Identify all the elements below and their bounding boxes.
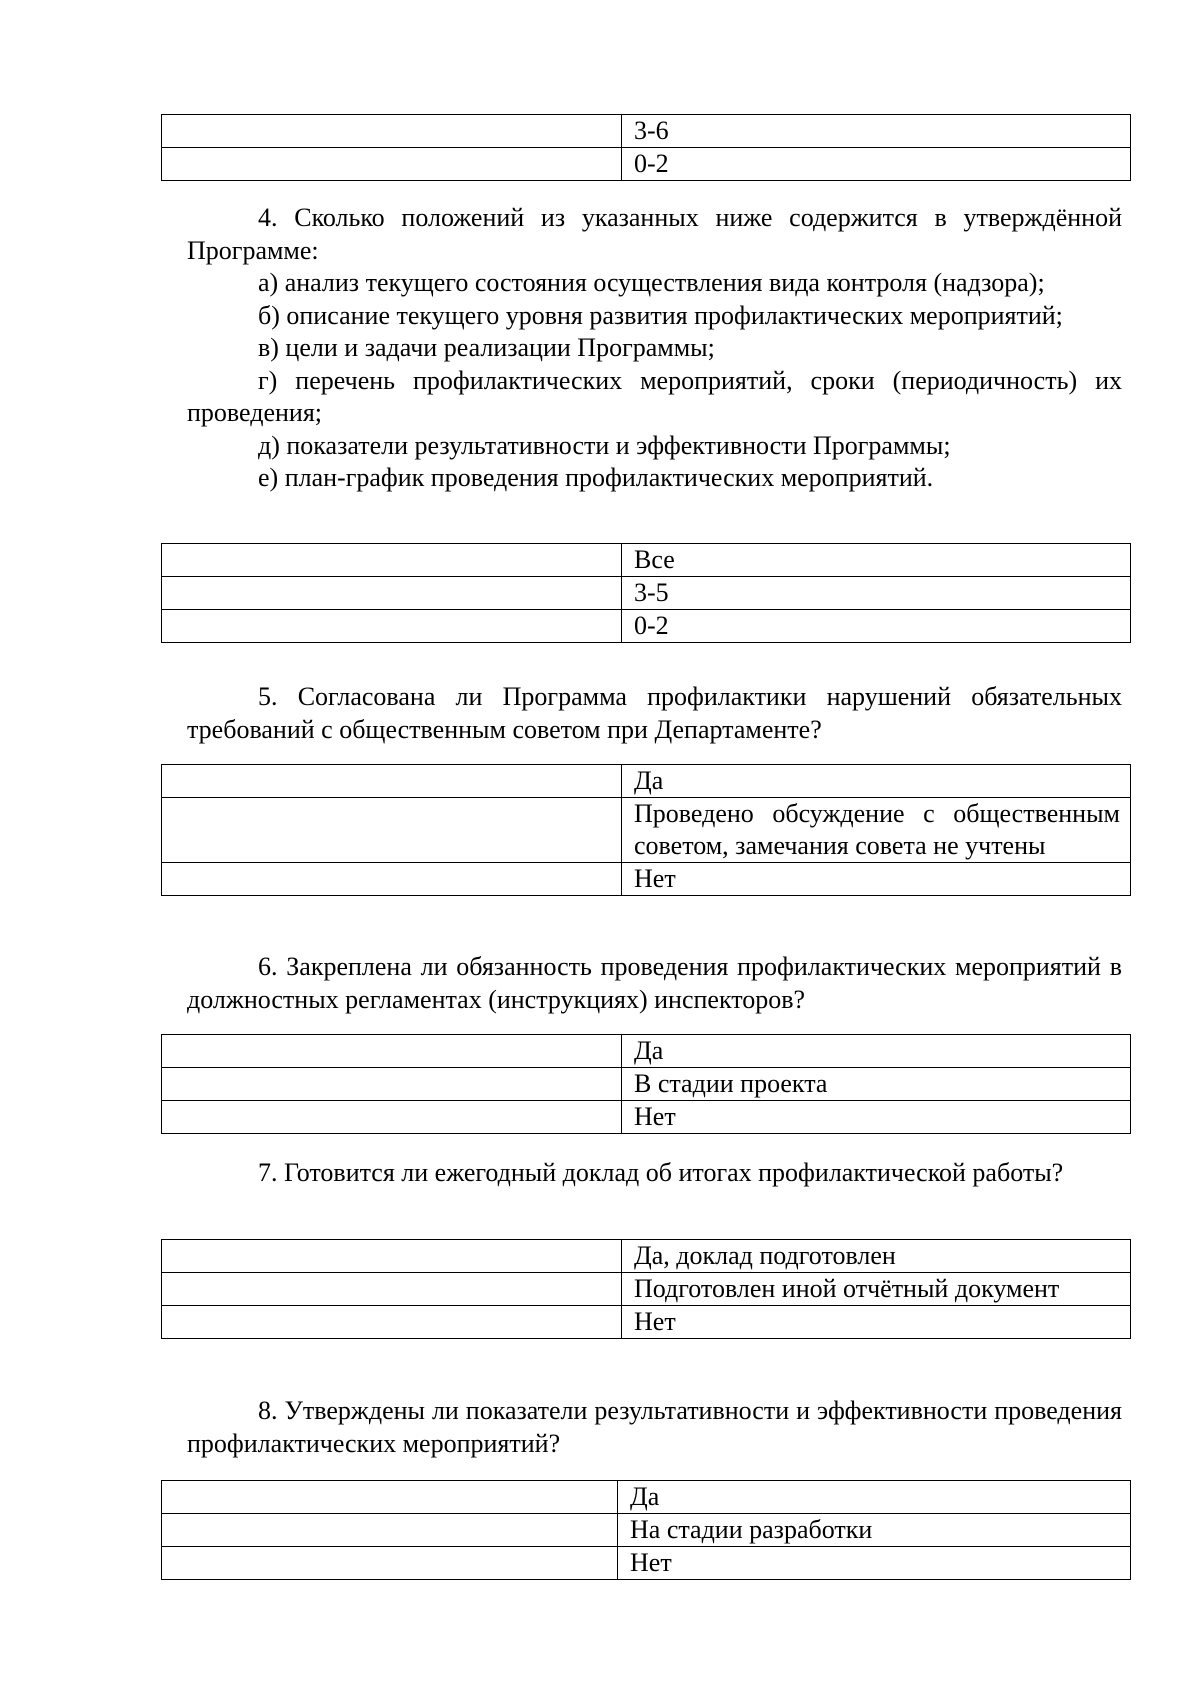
option-cell: 0-2 bbox=[622, 148, 1131, 181]
answer-table-q6 bbox=[161, 1034, 1131, 1134]
table-row bbox=[162, 148, 1131, 181]
question-7 bbox=[187, 1157, 1122, 1190]
question-text-line: 4. Сколько положений из указанных ниже содержится в утверждённой bbox=[258, 203, 1122, 232]
option-cell: Да bbox=[622, 1035, 1131, 1068]
option-cell: 3-5 bbox=[622, 577, 1131, 610]
score-cell bbox=[162, 863, 622, 896]
score-cell bbox=[162, 765, 622, 798]
score-cell bbox=[162, 1068, 622, 1101]
question-text: 8. Утверждены ли показатели результативности и эффективности проведения профилактических мероприятий? bbox=[187, 1396, 1122, 1458]
table-row bbox=[162, 1273, 1131, 1306]
question-5 bbox=[187, 681, 1122, 746]
table-row bbox=[162, 1514, 1131, 1547]
question-text: 6. Закреплена ли обязанность проведения профилактических мероприятий в должностных регламентах (инструкциях) инспекторов? bbox=[187, 952, 1122, 1014]
table-row bbox=[162, 1306, 1131, 1339]
option-cell: На стадии разработки bbox=[618, 1514, 1131, 1547]
option-cell: Нет bbox=[622, 863, 1131, 896]
table-row bbox=[162, 863, 1131, 896]
table-row bbox=[162, 577, 1131, 610]
score-cell bbox=[162, 1101, 622, 1134]
question-4 bbox=[187, 202, 1122, 495]
answer-table-q7 bbox=[161, 1239, 1131, 1339]
question-text: 5. Согласована ли Программа профилактики нарушений обязательных требований с общественным советом при Департаменте? bbox=[187, 682, 1122, 744]
table-row bbox=[162, 1481, 1131, 1514]
table-row bbox=[162, 1240, 1131, 1273]
score-cell bbox=[162, 1240, 622, 1273]
list-item: г) перечень профилактических мероприятий, сроки (периодичность) их проведения; bbox=[187, 365, 1122, 427]
option-cell: Все bbox=[622, 544, 1131, 577]
score-cell bbox=[162, 1547, 618, 1580]
option-cell: Да, доклад подготовлен bbox=[622, 1240, 1131, 1273]
table-row bbox=[162, 544, 1131, 577]
question-text: 7. Готовится ли ежегодный доклад об итогах профилактической работы? bbox=[258, 1158, 1064, 1187]
answer-table-q8 bbox=[161, 1480, 1131, 1580]
table-row bbox=[162, 1547, 1131, 1580]
list-item: а) анализ текущего состояния осуществления вида контроля (надзора); bbox=[258, 268, 1045, 297]
score-cell bbox=[162, 610, 622, 643]
option-cell: 0-2 bbox=[622, 610, 1131, 643]
option-cell: 3-6 bbox=[622, 115, 1131, 148]
score-cell bbox=[162, 577, 622, 610]
score-cell bbox=[162, 544, 622, 577]
list-item: в) цели и задачи реализации Программы; bbox=[258, 333, 715, 362]
question-8 bbox=[187, 1395, 1122, 1460]
answer-table-q5 bbox=[161, 764, 1131, 896]
list-item: е) план-график проведения профилактических мероприятий. bbox=[258, 463, 934, 492]
option-cell: Да bbox=[622, 765, 1131, 798]
option-cell: Нет bbox=[622, 1101, 1131, 1134]
question-text-line: Программе: bbox=[187, 235, 319, 265]
score-cell bbox=[162, 1514, 618, 1547]
table-row bbox=[162, 1035, 1131, 1068]
table-row bbox=[162, 765, 1131, 798]
answer-table-prev bbox=[161, 114, 1131, 181]
score-cell bbox=[162, 1306, 622, 1339]
option-cell: Нет bbox=[622, 1306, 1131, 1339]
score-cell bbox=[162, 1273, 622, 1306]
table-row bbox=[162, 610, 1131, 643]
list-item: б) описание текущего уровня развития профилактических мероприятий; bbox=[258, 300, 1063, 330]
option-cell: В стадии проекта bbox=[622, 1068, 1131, 1101]
score-cell bbox=[162, 1481, 618, 1514]
option-cell: Нет bbox=[618, 1547, 1131, 1580]
option-cell: Да bbox=[618, 1481, 1131, 1514]
score-cell bbox=[162, 148, 622, 181]
list-item: д) показатели результативности и эффективности Программы; bbox=[258, 430, 951, 460]
question-6 bbox=[187, 951, 1122, 1016]
score-cell bbox=[162, 798, 622, 863]
table-row bbox=[162, 1068, 1131, 1101]
score-cell bbox=[162, 1035, 622, 1068]
option-cell: Проведено обсуждение с общественным советом, замечания совета не учтены bbox=[622, 798, 1131, 863]
score-cell bbox=[162, 115, 622, 148]
answer-table-q4 bbox=[161, 543, 1131, 643]
option-cell: Подготовлен иной отчётный документ bbox=[622, 1273, 1131, 1306]
table-row bbox=[162, 115, 1131, 148]
table-row bbox=[162, 798, 1131, 863]
table-row bbox=[162, 1101, 1131, 1134]
